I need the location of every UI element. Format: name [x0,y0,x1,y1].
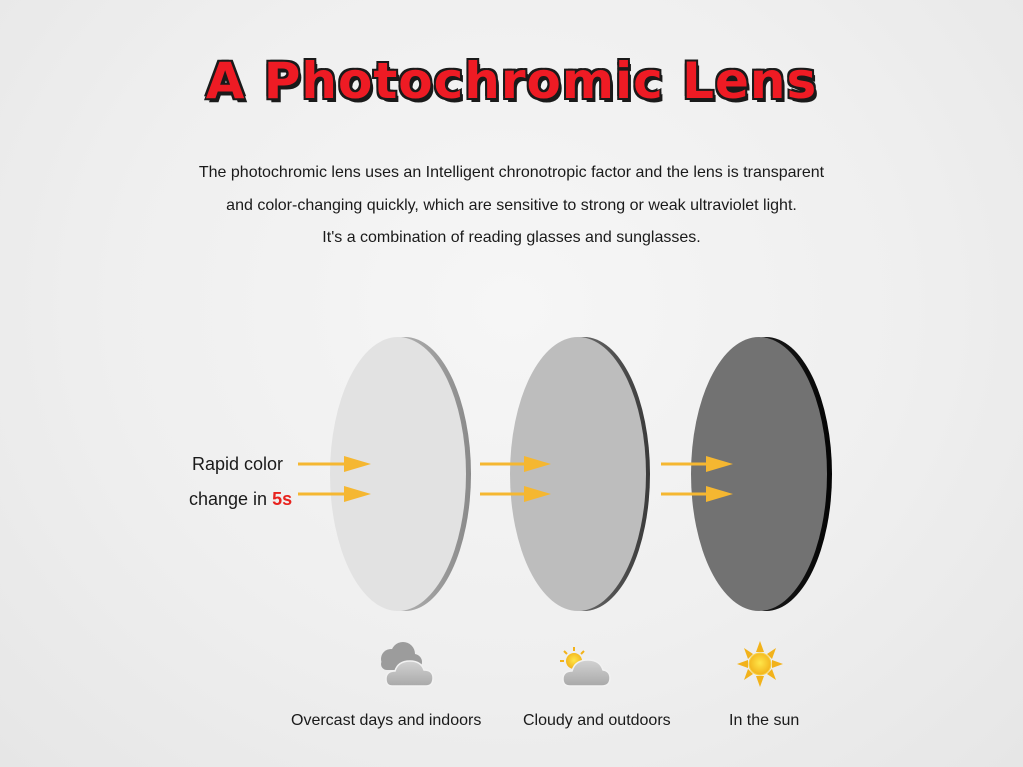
lens-cloudy [510,337,650,611]
caption-cloudy: Cloudy and outdoors [523,712,671,729]
caption-overcast: Overcast days and indoors [291,712,482,729]
description-line-1: The photochromic lens uses an Intelligent chronotropic factor and the lens is transparent [198,164,825,181]
rapid-change-line-2 [189,489,292,510]
caption-sun: In the sun [729,712,800,729]
page-title: A Photochromic Lens [205,52,818,110]
lens-sun-face [691,337,827,611]
clouds-icon [381,642,433,686]
sun-behind-cloud-icon [560,647,610,686]
description-line-2: and color-changing quickly, which are sensitive to strong or weak ultraviolet light. [226,197,797,214]
lens-overcast-face [330,337,466,611]
rapid-change-time: 5s [272,489,293,509]
lens-overcast [330,337,471,611]
description-line-3: It's a combination of reading glasses and sunglasses. [322,229,701,246]
rapid-change-prefix: change in [189,489,273,509]
sun-icon [737,641,783,687]
rapid-change-line-1: Rapid color [192,454,284,474]
lens-cloudy-face [510,337,646,611]
lens-sun [691,337,832,611]
